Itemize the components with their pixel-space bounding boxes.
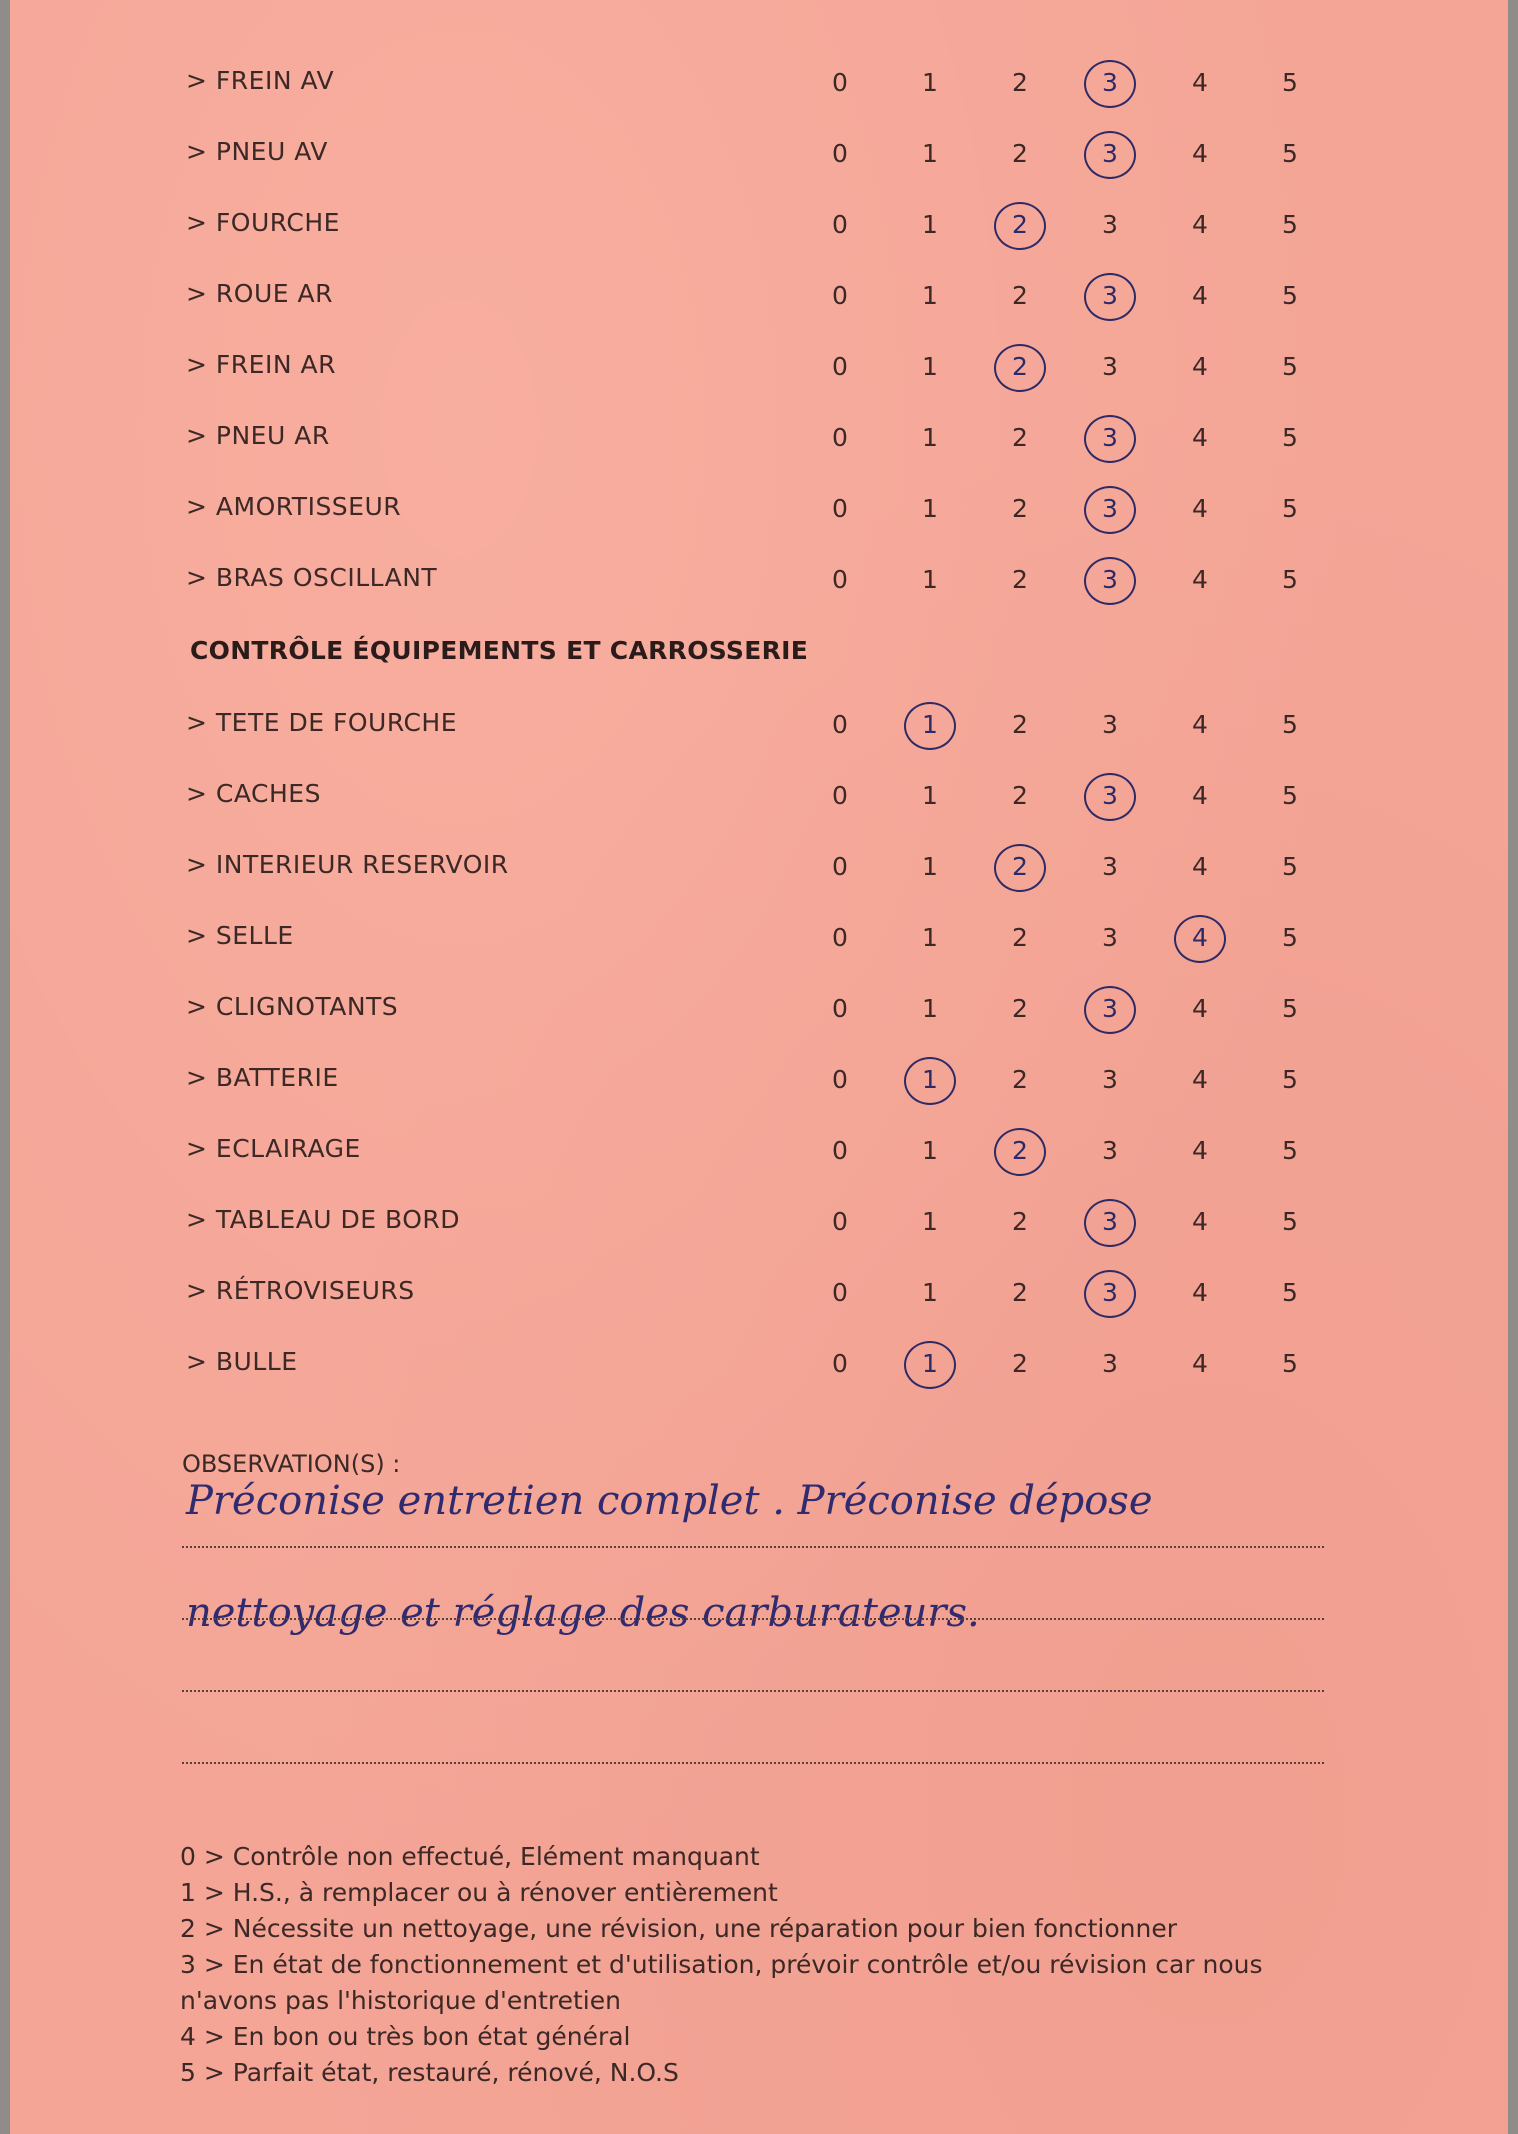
score-option[interactable]: 5 xyxy=(1282,1207,1298,1236)
score-option[interactable]: 1 xyxy=(922,994,938,1023)
score-option[interactable]: 4 xyxy=(1192,281,1208,310)
observation-text-line-2: nettoyage et réglage des carburateurs. xyxy=(186,1590,980,1636)
score-option[interactable]: 2 xyxy=(1012,139,1028,168)
checklist-item-label: > ECLAIRAGE xyxy=(186,1134,361,1163)
score-option[interactable]: 5 xyxy=(1282,923,1298,952)
score-option[interactable]: 2 xyxy=(1012,710,1028,739)
legend-line-5: 5 > Parfait état, restauré, rénové, N.O.S xyxy=(180,2058,679,2087)
observations-label: OBSERVATION(S) : xyxy=(182,1450,401,1478)
score-option[interactable]: 5 xyxy=(1282,423,1298,452)
score-option[interactable]: 1 xyxy=(922,852,938,881)
checklist-item-label: > RÉTROVISEURS xyxy=(186,1276,415,1305)
checklist-item-label: > BULLE xyxy=(186,1347,298,1376)
score-option[interactable]: 0 xyxy=(832,565,848,594)
score-option[interactable]: 5 xyxy=(1282,352,1298,381)
checklist-item-label: > TETE DE FOURCHE xyxy=(186,708,457,737)
checklist-row xyxy=(10,417,1508,457)
score-option[interactable]: 1 xyxy=(922,68,938,97)
score-option[interactable]: 3 xyxy=(1102,710,1118,739)
checklist-item-label: > FOURCHE xyxy=(186,208,340,237)
legend-line-3-cont: n'avons pas l'historique d'entretien xyxy=(180,1986,621,2015)
score-option[interactable]: 4 xyxy=(1192,565,1208,594)
score-option[interactable]: 0 xyxy=(832,710,848,739)
checklist-item-label: > AMORTISSEUR xyxy=(186,492,402,521)
checklist-item-label: > FREIN AV xyxy=(186,66,335,95)
score-option[interactable]: 1 xyxy=(922,565,938,594)
score-option[interactable]: 5 xyxy=(1282,994,1298,1023)
score-option[interactable]: 0 xyxy=(832,210,848,239)
checklist-row xyxy=(10,62,1508,102)
score-option[interactable]: 1 xyxy=(922,423,938,452)
score-option-selected[interactable]: 3 xyxy=(1090,139,1130,168)
score-option[interactable]: 4 xyxy=(1192,1278,1208,1307)
score-option[interactable]: 3 xyxy=(1102,1349,1118,1378)
score-option[interactable]: 0 xyxy=(832,1207,848,1236)
score-option[interactable]: 2 xyxy=(1012,1065,1028,1094)
score-option[interactable]: 0 xyxy=(832,494,848,523)
checklist-row xyxy=(10,1130,1508,1170)
score-option[interactable]: 5 xyxy=(1282,139,1298,168)
score-option-selected[interactable]: 2 xyxy=(1000,852,1040,881)
score-option[interactable]: 2 xyxy=(1012,994,1028,1023)
score-option[interactable]: 0 xyxy=(832,1278,848,1307)
legend-line-2: 2 > Nécessite un nettoyage, une révision, une réparation pour bien fonctionner xyxy=(180,1914,1178,1943)
legend-line-1: 1 > H.S., à remplacer ou à rénover entièrement xyxy=(180,1878,778,1907)
score-option[interactable]: 4 xyxy=(1192,1207,1208,1236)
score-option[interactable]: 4 xyxy=(1192,352,1208,381)
score-option[interactable]: 5 xyxy=(1282,1065,1298,1094)
checklist-row xyxy=(10,704,1508,744)
score-option[interactable]: 0 xyxy=(832,994,848,1023)
observation-dotted-line-3 xyxy=(182,1690,1324,1692)
checklist-row xyxy=(10,1201,1508,1241)
checklist-row xyxy=(10,1343,1508,1383)
score-option[interactable]: 0 xyxy=(832,781,848,810)
score-option[interactable]: 2 xyxy=(1012,423,1028,452)
score-option[interactable]: 1 xyxy=(922,494,938,523)
score-option[interactable]: 0 xyxy=(832,281,848,310)
score-option[interactable]: 1 xyxy=(922,781,938,810)
checklist-row xyxy=(10,917,1508,957)
score-option[interactable]: 1 xyxy=(922,1207,938,1236)
score-option[interactable]: 4 xyxy=(1192,68,1208,97)
score-option[interactable]: 2 xyxy=(1012,1278,1028,1307)
score-option[interactable]: 1 xyxy=(922,281,938,310)
score-option-selected[interactable]: 3 xyxy=(1090,68,1130,97)
score-option[interactable]: 4 xyxy=(1192,994,1208,1023)
score-option-selected[interactable]: 3 xyxy=(1090,281,1130,310)
checklist-row xyxy=(10,559,1508,599)
checklist-item-label: > CLIGNOTANTS xyxy=(186,992,399,1021)
checklist-item-label: > FREIN AR xyxy=(186,350,336,379)
score-option[interactable]: 4 xyxy=(1192,710,1208,739)
score-option[interactable]: 0 xyxy=(832,139,848,168)
score-option[interactable]: 1 xyxy=(922,1278,938,1307)
score-option-selected[interactable]: 1 xyxy=(910,1065,950,1094)
score-option[interactable]: 5 xyxy=(1282,210,1298,239)
score-option[interactable]: 2 xyxy=(1012,1207,1028,1236)
score-option[interactable]: 4 xyxy=(1192,1065,1208,1094)
score-option-selected[interactable]: 3 xyxy=(1090,565,1130,594)
inspection-sheet xyxy=(10,0,1508,2134)
checklist-row xyxy=(10,1059,1508,1099)
score-option[interactable]: 3 xyxy=(1102,852,1118,881)
checklist-row xyxy=(10,488,1508,528)
section-title: CONTRÔLE ÉQUIPEMENTS ET CARROSSERIE xyxy=(190,636,809,665)
legend-line-0: 0 > Contrôle non effectué, Elément manquant xyxy=(180,1842,760,1871)
score-option-selected[interactable]: 3 xyxy=(1090,1207,1130,1236)
score-option[interactable]: 0 xyxy=(832,1065,848,1094)
score-option[interactable]: 2 xyxy=(1012,781,1028,810)
checklist-row xyxy=(10,133,1508,173)
checklist-row xyxy=(10,346,1508,386)
score-option[interactable]: 1 xyxy=(922,139,938,168)
score-option[interactable]: 4 xyxy=(1192,1136,1208,1165)
score-option-selected[interactable]: 3 xyxy=(1090,781,1130,810)
score-option[interactable]: 0 xyxy=(832,68,848,97)
score-option[interactable]: 0 xyxy=(832,1136,848,1165)
score-option[interactable]: 3 xyxy=(1102,1136,1118,1165)
score-option[interactable]: 5 xyxy=(1282,281,1298,310)
score-option[interactable]: 5 xyxy=(1282,68,1298,97)
checklist-row xyxy=(10,988,1508,1028)
score-option[interactable]: 5 xyxy=(1282,494,1298,523)
score-option[interactable]: 4 xyxy=(1192,423,1208,452)
score-option[interactable]: 2 xyxy=(1012,281,1028,310)
score-option[interactable]: 5 xyxy=(1282,781,1298,810)
score-option[interactable]: 5 xyxy=(1282,710,1298,739)
checklist-item-label: > PNEU AR xyxy=(186,421,330,450)
score-option[interactable]: 1 xyxy=(922,923,938,952)
score-option[interactable]: 0 xyxy=(832,352,848,381)
score-option[interactable]: 1 xyxy=(922,210,938,239)
checklist-row xyxy=(10,846,1508,886)
score-option-selected[interactable]: 4 xyxy=(1180,923,1220,952)
score-option-selected[interactable]: 1 xyxy=(910,1349,950,1378)
checklist-row xyxy=(10,275,1508,315)
score-option[interactable]: 4 xyxy=(1192,852,1208,881)
score-option[interactable]: 3 xyxy=(1102,352,1118,381)
score-option-selected[interactable]: 2 xyxy=(1000,352,1040,381)
checklist-row xyxy=(10,204,1508,244)
checklist-item-label: > INTERIEUR RESERVOIR xyxy=(186,850,509,879)
score-option[interactable]: 3 xyxy=(1102,210,1118,239)
score-option[interactable]: 5 xyxy=(1282,1349,1298,1378)
score-option[interactable]: 4 xyxy=(1192,210,1208,239)
score-option-selected[interactable]: 3 xyxy=(1090,494,1130,523)
score-option[interactable]: 4 xyxy=(1192,1349,1208,1378)
score-option[interactable]: 4 xyxy=(1192,139,1208,168)
score-option[interactable]: 3 xyxy=(1102,1065,1118,1094)
score-option[interactable]: 0 xyxy=(832,852,848,881)
score-option-selected[interactable]: 3 xyxy=(1090,1278,1130,1307)
score-option[interactable]: 0 xyxy=(832,1349,848,1378)
score-option[interactable]: 5 xyxy=(1282,1278,1298,1307)
score-option[interactable]: 2 xyxy=(1012,1349,1028,1378)
checklist-item-label: > TABLEAU DE BORD xyxy=(186,1205,461,1234)
legend-line-4: 4 > En bon ou très bon état général xyxy=(180,2022,631,2051)
score-option[interactable]: 5 xyxy=(1282,565,1298,594)
score-option[interactable]: 2 xyxy=(1012,68,1028,97)
score-option[interactable]: 1 xyxy=(922,352,938,381)
score-option[interactable]: 1 xyxy=(922,1136,938,1165)
checklist-item-label: > CACHES xyxy=(186,779,321,808)
score-option[interactable]: 2 xyxy=(1012,923,1028,952)
observation-text-line-1: Préconise entretien complet . Préconise dépose xyxy=(186,1478,1153,1524)
checklist-item-label: > BRAS OSCILLANT xyxy=(186,563,438,592)
score-option[interactable]: 5 xyxy=(1282,852,1298,881)
checklist-item-label: > SELLE xyxy=(186,921,294,950)
checklist-row xyxy=(10,775,1508,815)
score-option-selected[interactable]: 2 xyxy=(1000,1136,1040,1165)
score-option[interactable]: 5 xyxy=(1282,1136,1298,1165)
score-option-selected[interactable]: 3 xyxy=(1090,994,1130,1023)
score-option[interactable]: 4 xyxy=(1192,494,1208,523)
score-option-selected[interactable]: 3 xyxy=(1090,423,1130,452)
checklist-item-label: > BATTERIE xyxy=(186,1063,339,1092)
score-option[interactable]: 4 xyxy=(1192,781,1208,810)
checklist-item-label: > PNEU AV xyxy=(186,137,328,166)
legend-line-3: 3 > En état de fonctionnement et d'utilisation, prévoir contrôle et/ou révision car nous xyxy=(180,1950,1263,1979)
score-option[interactable]: 2 xyxy=(1012,494,1028,523)
observation-dotted-line-2 xyxy=(182,1618,1324,1620)
checklist-item-label: > ROUE AR xyxy=(186,279,333,308)
observation-dotted-line-1 xyxy=(182,1546,1324,1548)
score-option[interactable]: 0 xyxy=(832,423,848,452)
score-option-selected[interactable]: 1 xyxy=(910,710,950,739)
checklist-row xyxy=(10,1272,1508,1312)
score-option[interactable]: 3 xyxy=(1102,923,1118,952)
score-option[interactable]: 0 xyxy=(832,923,848,952)
observation-dotted-line-4 xyxy=(182,1762,1324,1764)
score-option-selected[interactable]: 2 xyxy=(1000,210,1040,239)
score-option[interactable]: 2 xyxy=(1012,565,1028,594)
